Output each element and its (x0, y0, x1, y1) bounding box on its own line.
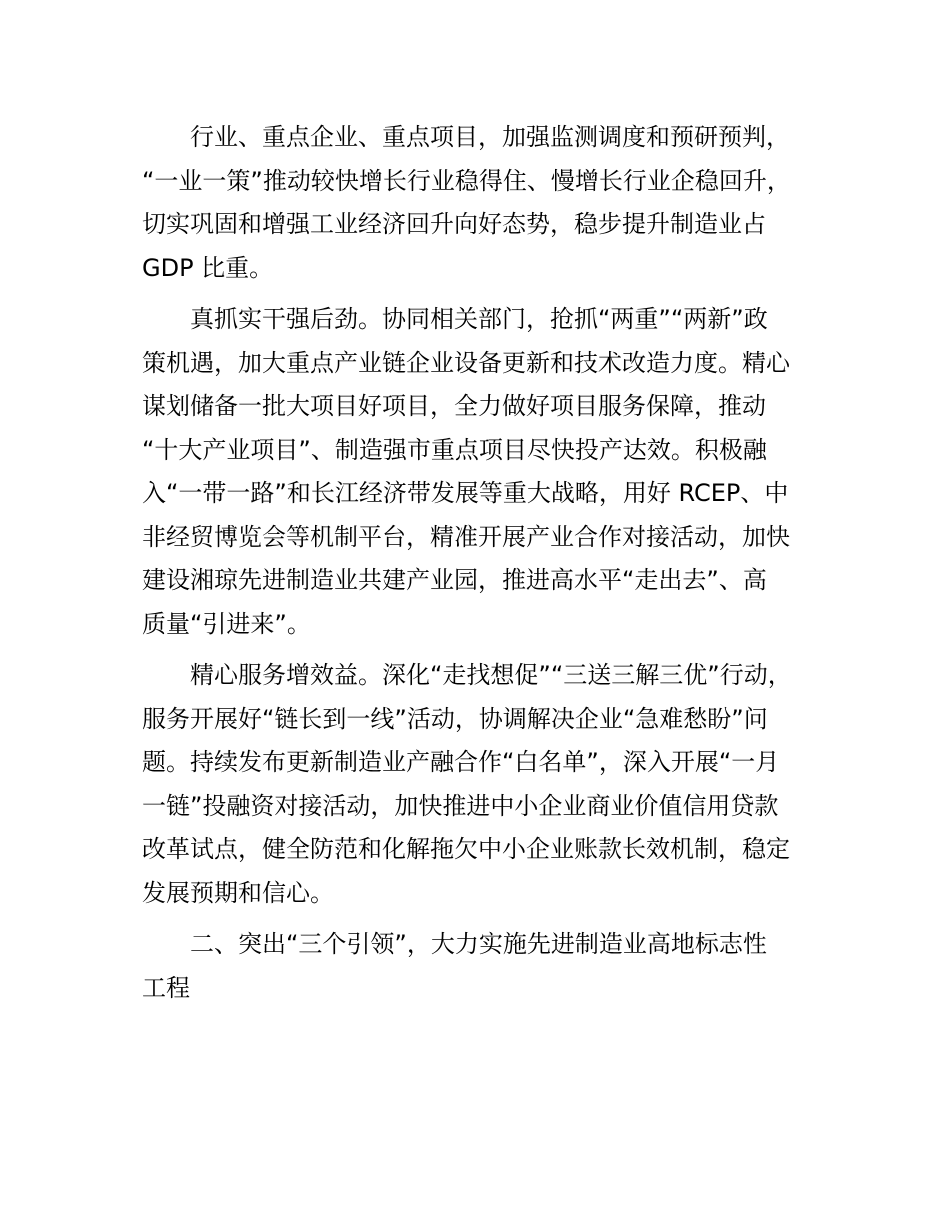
paragraph-3 (142, 654, 832, 915)
paragraph-line: 切实巩固和增强工业经济回升向好态势，稳步提升制造业占 (142, 210, 766, 238)
paragraph-line: 非经贸博览会等机制平台，精准开展产业合作对接活动，加快 (142, 522, 790, 551)
heading-line: 二、突出“三个引领”，大力实施先进制造业高地标志性 (190, 930, 767, 958)
paragraph-line: 发展预期和信心。 (142, 878, 334, 907)
paragraph-line: 一链”投融资对接活动，加快推进中小企业商业价值信用贷款 (142, 791, 779, 820)
paragraph-line: “十大产业项目”、制造强市重点项目尽快投产达效。积极融 (142, 435, 767, 464)
paragraph-line: 建设湘琼先进制造业共建产业园，推进高水平“走出去”、高 (142, 566, 767, 594)
paragraph-line: 入“一带一路”和长江经济带发展等重大战略，用好 RCEP、中 (142, 479, 789, 507)
paragraph-1 (142, 116, 832, 290)
document-body (142, 116, 832, 1018)
section-heading (142, 923, 832, 1010)
paragraph-line: 改革试点，健全防范和化解拖欠中小企业账款长效机制，稳定 (142, 835, 790, 863)
paragraph-line: 策机遇，加大重点产业链企业设备更新和技术改造力度。精心 (142, 348, 790, 377)
paragraph-2 (142, 298, 832, 646)
paragraph-line: 谋划储备一批大项目好项目，全力做好项目服务保障，推动 (142, 392, 766, 420)
paragraph-line: GDP 比重。 (142, 253, 274, 282)
paragraph-line: “一业一策”推动较快增长行业稳得住、慢增长行业企稳回升， (142, 166, 791, 195)
paragraph-line: 题。持续发布更新制造业产融合作“白名单”，深入开展“一月 (142, 748, 780, 776)
heading-line: 工程 (142, 973, 190, 1002)
paragraph-line: 真抓实干强后劲。协同相关部门，抢抓“两重”“两新”政 (190, 305, 768, 333)
paragraph-line: 服务开展好“链长到一线”活动，协调解决企业“急难愁盼”问 (142, 704, 768, 733)
paragraph-line: 精心服务增效益。深化“走找想促”“三送三解三优”行动， (190, 661, 792, 689)
paragraph-line: 质量“引进来”。 (142, 609, 311, 638)
paragraph-line: 行业、重点企业、重点项目，加强监测调度和预研预判， (190, 123, 790, 151)
